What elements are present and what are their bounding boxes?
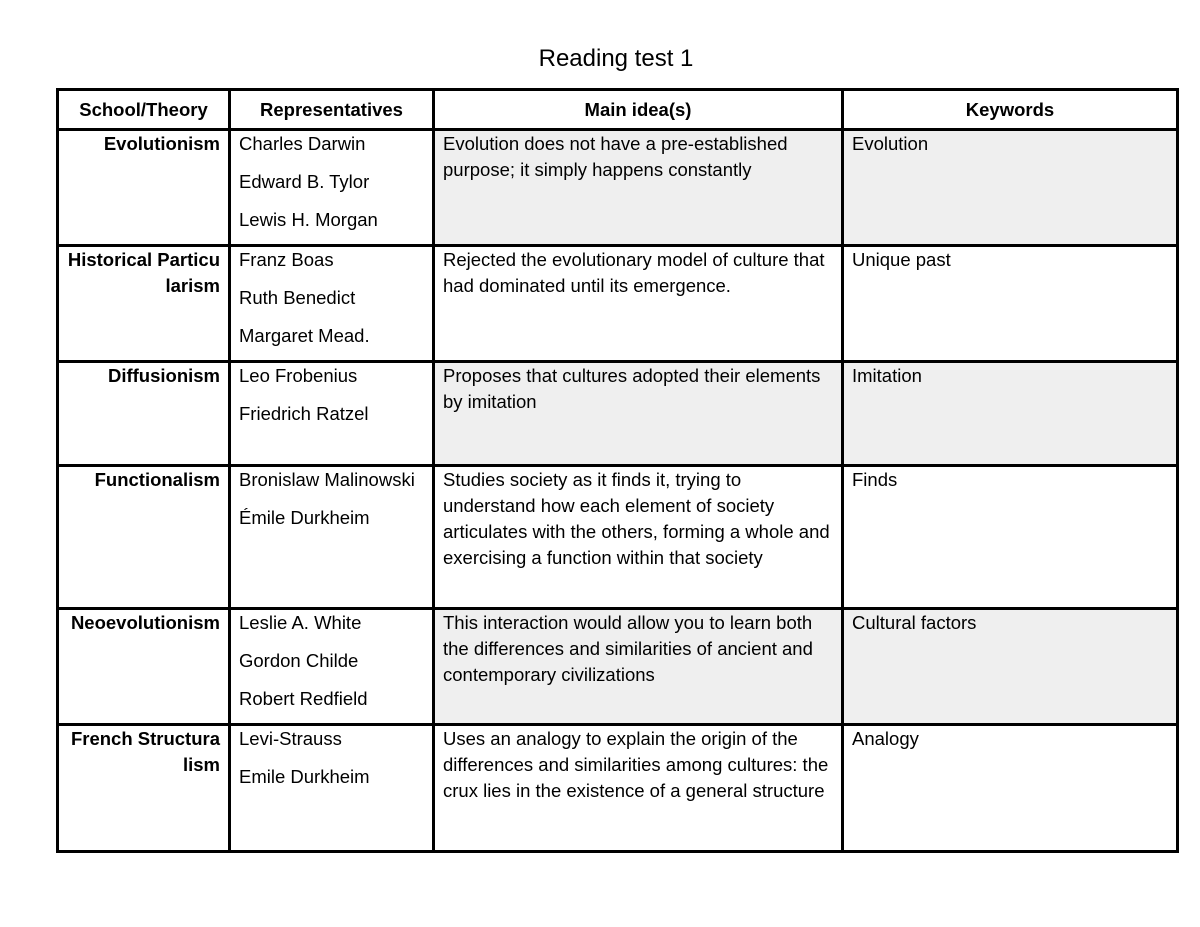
table-row [58, 725, 1178, 852]
keyword-cell: Finds [843, 466, 1178, 609]
representative-name: Leslie A. White [239, 612, 362, 633]
representative-name: Lewis H. Morgan [239, 209, 378, 230]
representatives-cell [230, 362, 434, 466]
representative-name: Edward B. Tylor [239, 171, 370, 192]
main-idea-cell: This interaction would allow you to learn both the differences and similarities of ancient and contemporary civilizations [434, 609, 843, 725]
school-cell: Diffusionism [58, 362, 230, 466]
representative-name: Levi-Strauss [239, 728, 342, 749]
representative-name: Ruth Benedict [239, 287, 356, 308]
school-cell: Evolutionism [58, 130, 230, 246]
main-idea-cell: Proposes that cultures adopted their elements by imitation [434, 362, 843, 466]
representatives-cell [230, 246, 434, 362]
theory-table [56, 88, 1179, 853]
representative-name: Bronislaw Malinowski [239, 469, 415, 490]
representative-name: Margaret Mead. [239, 325, 370, 346]
representative-name: Leo Frobenius [239, 365, 358, 386]
header-main-idea: Main idea(s) [434, 90, 843, 130]
keyword-cell: Cultural factors [843, 609, 1178, 725]
representative-name: Émile Durkheim [239, 507, 370, 528]
header-keywords: Keywords [843, 90, 1178, 130]
table-row [58, 609, 1178, 725]
representatives-cell [230, 466, 434, 609]
representative-name: Robert Redfield [239, 688, 368, 709]
school-cell: Neoevolutionism [58, 609, 230, 725]
representative-name: Gordon Childe [239, 650, 359, 671]
header-school: School/Theory [58, 90, 230, 130]
main-idea-cell: Studies society as it finds it, trying to understand how each element of society articulates with the others, forming a whole and exercising a function within that society [434, 466, 843, 609]
main-idea-cell: Rejected the evolutionary model of culture that had dominated until its emergence. [434, 246, 843, 362]
table-row [58, 362, 1178, 466]
keyword-cell: Unique past [843, 246, 1178, 362]
school-cell: Historical Particularism [58, 246, 230, 362]
school-cell: Functionalism [58, 466, 230, 609]
header-representatives: Representatives [230, 90, 434, 130]
keyword-cell: Analogy [843, 725, 1178, 852]
table-row [58, 130, 1178, 246]
representative-name: Friedrich Ratzel [239, 403, 369, 424]
representatives-cell [230, 725, 434, 852]
keyword-cell: Imitation [843, 362, 1178, 466]
keyword-cell: Evolution [843, 130, 1178, 246]
representative-name: Franz Boas [239, 249, 334, 270]
representatives-cell [230, 130, 434, 246]
table-header-row [58, 90, 1178, 130]
main-idea-cell: Evolution does not have a pre-established purpose; it simply happens constantly [434, 130, 843, 246]
representatives-cell [230, 609, 434, 725]
school-cell: French Structuralism [58, 725, 230, 852]
representative-name: Charles Darwin [239, 133, 366, 154]
main-idea-cell: Uses an analogy to explain the origin of the differences and similarities among cultures: the crux lies in the existence of a general structure [434, 725, 843, 852]
table-row [58, 246, 1178, 362]
page-title: Reading test 1 [538, 45, 694, 72]
table-row [58, 466, 1178, 609]
representative-name: Emile Durkheim [239, 766, 370, 787]
